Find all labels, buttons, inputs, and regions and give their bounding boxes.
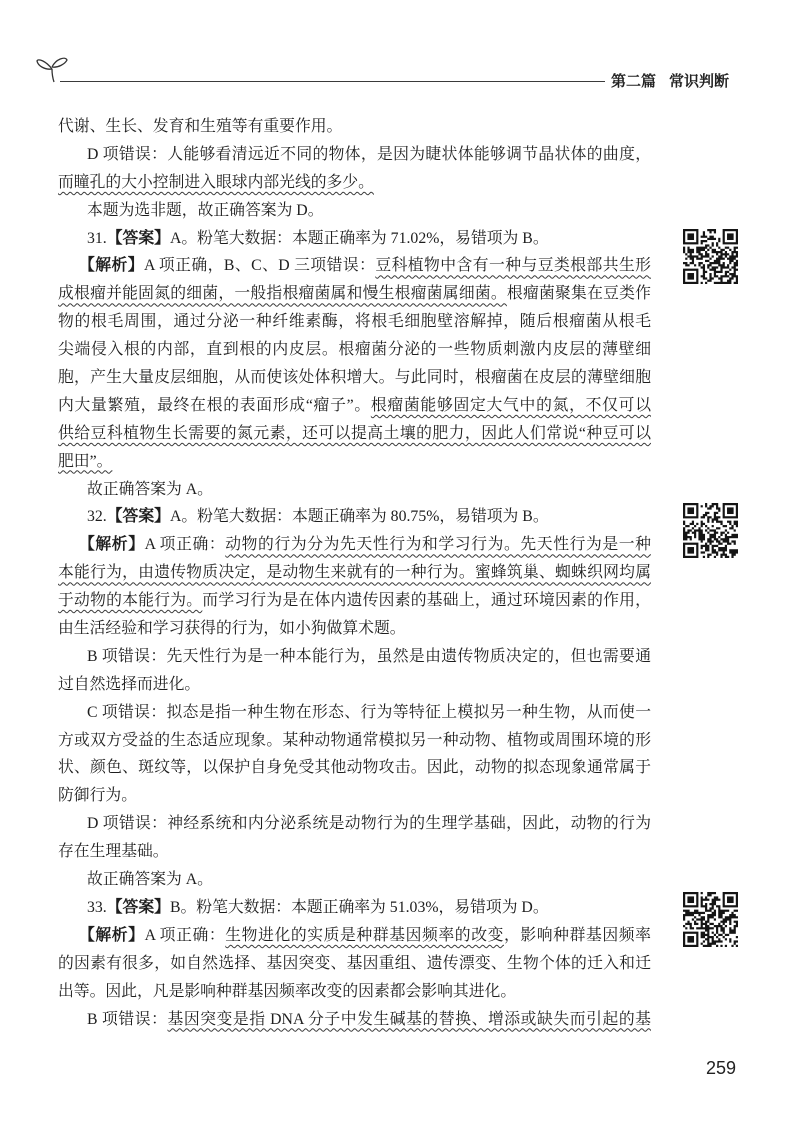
text-line bbox=[58, 364, 651, 392]
text-line bbox=[58, 838, 651, 866]
emphasized-text: 于动物的本能行为。 bbox=[58, 592, 203, 610]
text-line bbox=[58, 587, 651, 615]
text-segment: A。粉笔大数据：本题正确率为 80.75%，易错项为 B。 bbox=[169, 508, 549, 526]
emphasized-text: 成根瘤并能固氮的细菌，一般指根瘤菌属和慢生根瘤菌属细菌。 bbox=[58, 285, 507, 303]
text-segment: 故正确答案为 A。 bbox=[87, 480, 213, 498]
text-segment: 过自然选择而进化。 bbox=[58, 675, 201, 693]
text-segment: 防御行为。 bbox=[58, 787, 137, 805]
text-segment: A 项正确，B、C、D 三项错误： bbox=[143, 257, 376, 275]
analysis-label: 【解析】 bbox=[79, 536, 145, 554]
text-segment: 出等。因此，凡是影响种群基因频率改变的因素都会影响其进化。 bbox=[58, 982, 517, 1000]
question-number: 33. bbox=[87, 898, 107, 916]
text-line bbox=[58, 336, 651, 364]
text-line bbox=[58, 392, 651, 420]
text-line bbox=[58, 197, 651, 225]
text-segment: 本题为选非题，故正确答案为 D。 bbox=[87, 201, 324, 219]
text-segment: 胞，产生大量皮层细胞，从而使该处体积增大。与此同时，根瘤菌在皮层的薄壁细胞 bbox=[58, 369, 651, 387]
text-line bbox=[58, 727, 651, 755]
text-segment: 物的根毛周围，通过分泌一种纤维素酶，将根毛细胞壁溶解掉，随后根瘤菌从根毛 bbox=[58, 313, 651, 331]
text-segment: 存在生理基础。 bbox=[58, 843, 169, 861]
emphasized-text: 动物的行为分为先天性行为和学习行为。先天性行为是一种 bbox=[225, 536, 651, 554]
text-segment: 尖端侵入根的内部，直到根的内皮层。根瘤菌分泌的一些物质刺激内皮层的薄壁细 bbox=[58, 341, 651, 359]
analysis-label: 【解析】 bbox=[79, 257, 144, 275]
text-segment: B。粉笔大数据：本题正确率为 51.03%，易错项为 D。 bbox=[169, 898, 549, 916]
text-line bbox=[58, 308, 651, 336]
text-line bbox=[58, 448, 651, 476]
header-rule bbox=[60, 81, 605, 82]
text-line bbox=[58, 754, 651, 782]
emphasized-text: 肥田”。 bbox=[58, 452, 113, 470]
answer-label: 【答案】 bbox=[106, 898, 170, 916]
text-line bbox=[58, 922, 651, 950]
part-label: 第二篇 bbox=[611, 72, 657, 90]
text-segment: B 项错误：先天性行为是一种本能行为，虽然是由遗传物质决定的，但也需要通 bbox=[87, 647, 651, 665]
text-segment: 代谢、生长、发育和生殖等有重要作用。 bbox=[58, 118, 343, 135]
text-segment: 根瘤菌聚集在豆类作 bbox=[506, 285, 651, 303]
question-number: 32. bbox=[87, 508, 107, 526]
emphasized-text: 供给豆科植物生长需要的氮元素，还可以提高土壤的肥力，因此人们常说“种豆可以 bbox=[58, 424, 651, 442]
text-line bbox=[58, 420, 651, 448]
text-line bbox=[58, 643, 651, 671]
emphasized-text: 基因突变是指 DNA 分子中发生碱基的替换、增添或缺失而引起的基 bbox=[167, 1010, 651, 1028]
text-segment: 方或双方受益的生态适应现象。某种动物通常模拟另一种动物、植物或周围环境的形 bbox=[58, 731, 651, 749]
answer-line bbox=[58, 503, 651, 531]
answer-line bbox=[58, 225, 651, 253]
text-segment: 内大量繁殖，最终在根的表面形成“瘤子”。 bbox=[58, 396, 371, 414]
text-line bbox=[58, 950, 651, 978]
page-number: 259 bbox=[706, 1058, 737, 1078]
text-line bbox=[58, 978, 651, 1006]
text-segment: 状、颜色、斑纹等，以保护自身免受其他动物攻击。因此，动物的拟态现象通常属于 bbox=[58, 759, 651, 777]
text-line bbox=[58, 671, 651, 699]
text-segment: D 项错误：人能够看清远近不同的物体，是因为睫状体能够调节晶状体的曲度， bbox=[87, 145, 651, 163]
text-segment: D 项错误：神经系统和内分泌系统是动物行为的生理学基础，因此，动物的行为 bbox=[87, 815, 651, 833]
text-segment: 故正确答案为 A。 bbox=[87, 871, 213, 889]
text-segment: 由生活经验和学习获得的行为，如小狗做算术题。 bbox=[58, 620, 406, 638]
page-body bbox=[58, 113, 651, 1033]
text-line bbox=[58, 782, 651, 810]
sprout-icon bbox=[30, 50, 70, 84]
text-segment: A 项正确： bbox=[144, 926, 226, 944]
text-segment: ，影响种群基因频率 bbox=[504, 926, 651, 944]
answer-label: 【答案】 bbox=[106, 508, 170, 526]
answer-label: 【答案】 bbox=[106, 229, 170, 247]
text-segment: 而学习行为是在体内遗传因素的基础上，通过环境因素的作用， bbox=[202, 592, 651, 610]
section-title: 常识判断 bbox=[669, 72, 730, 90]
running-header bbox=[611, 72, 729, 90]
text-line bbox=[58, 531, 651, 559]
text-line bbox=[58, 169, 651, 197]
qr-code-q31 bbox=[683, 229, 738, 284]
answer-line bbox=[58, 894, 651, 922]
emphasized-text: 豆科植物中含有一种与豆类根部共生形 bbox=[375, 257, 651, 275]
qr-code-q32 bbox=[683, 503, 738, 558]
text-line bbox=[58, 866, 651, 894]
text-line bbox=[58, 141, 651, 169]
emphasized-text: 本能行为，由遗传物质决定，是动物生来就有的一种行为。蜜蜂筑巢、蜘蛛织网均属 bbox=[58, 564, 651, 582]
text-line bbox=[58, 615, 651, 643]
text-segment: 的因素有很多，如自然选择、基因突变、基因重组、遗传漂变、生物个体的迁入和迁 bbox=[58, 954, 651, 972]
emphasized-text: 根瘤菌能够固定大气中的氮，不仅可以 bbox=[370, 396, 651, 414]
text-segment: A 项正确： bbox=[144, 536, 226, 554]
text-line bbox=[58, 476, 651, 504]
analysis-label: 【解析】 bbox=[79, 926, 145, 944]
qr-code-q33 bbox=[683, 892, 738, 947]
text-segment: A。粉笔大数据：本题正确率为 71.02%，易错项为 B。 bbox=[169, 229, 549, 247]
text-line bbox=[58, 699, 651, 727]
text-line bbox=[58, 1006, 651, 1034]
emphasized-text: 生物进化的实质是种群基因频率的改变 bbox=[225, 926, 504, 944]
text-line bbox=[58, 252, 651, 280]
emphasized-text: 而瞳孔的大小控制进入眼球内部光线的多少。 bbox=[58, 173, 374, 191]
text-segment: B 项错误： bbox=[87, 1010, 168, 1028]
text-line bbox=[58, 280, 651, 308]
text-line bbox=[58, 810, 651, 838]
text-segment: C 项错误：拟态是指一种生物在形态、行为等特征上模拟另一种生物，从而使一 bbox=[87, 703, 651, 721]
question-number: 31. bbox=[87, 229, 107, 247]
text-line bbox=[58, 113, 651, 141]
text-line bbox=[58, 559, 651, 587]
